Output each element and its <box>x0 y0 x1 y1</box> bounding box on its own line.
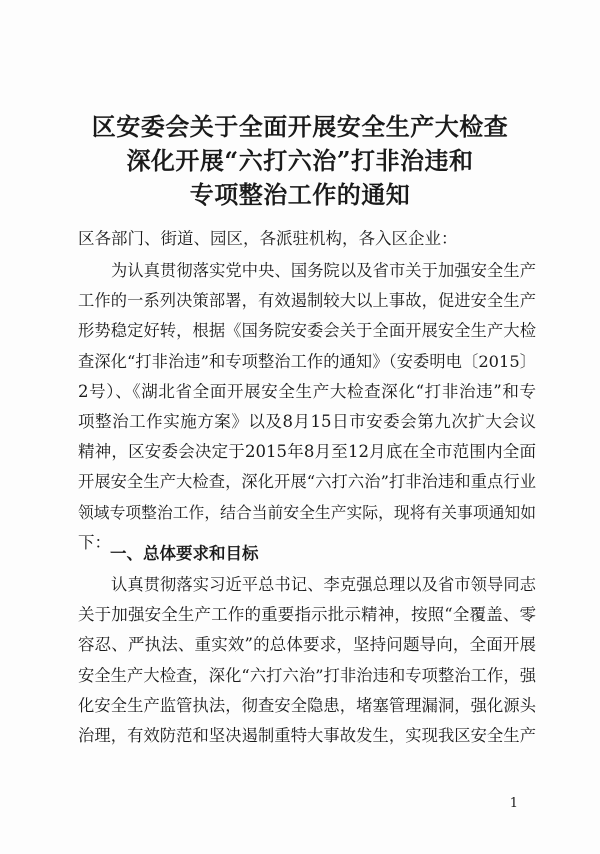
paragraph-line: 2号）、《湖北省全面开展安全生产大检查深化“打非治违”和专 <box>78 381 536 401</box>
document-title <box>0 110 600 212</box>
paragraph-2 <box>78 570 536 751</box>
paragraph-line: 项整治工作实施方案》以及8月15日市安委会第九次扩大会议 <box>78 411 536 431</box>
paragraph-line: 为认真贯彻落实党中央、国务院以及省市关于加强安全生产 <box>111 261 536 280</box>
salutation: 区各部门、街道、园区，各派驻机构，各入区企业： <box>78 229 458 248</box>
paragraph-line: 安全生产大检查，深化“六打六治”打非治违和专项整治工作，强 <box>78 665 536 685</box>
page-number: 1 <box>509 796 518 811</box>
paragraph-line: 容忍、严执法、重实效”的总体要求，坚持问题导向，全面开展 <box>78 635 536 655</box>
paragraph-line: 治理，有效防范和坚决遏制重特大事故发生，实现我区安全生产 <box>78 725 536 745</box>
paragraph-line: 形势稳定好转，根据《国务院安委会关于全面开展安全生产大检 <box>78 321 536 341</box>
paragraph-line: 化安全生产监管执法，彻查安全隐患，堵塞管理漏洞，强化源头 <box>78 695 536 715</box>
paragraph-line: 关于加强安全生产工作的重要指示批示精神，按照“全覆盖、零 <box>78 605 536 625</box>
title-line-1: 区安委会关于全面开展安全生产大检查 <box>91 112 509 141</box>
paragraph-line: 领域专项整治工作，结合当前安全生产实际，现将有关事项通知如 <box>78 502 536 522</box>
title-line-3: 专项整治工作的通知 <box>189 180 411 209</box>
paragraph-line: 查深化“打非治违”和专项整治工作的通知》（安委明电〔2015〕 <box>78 351 536 371</box>
paragraph-line: 工作的一系列决策部署，有效遏制较大以上事故，促进安全生产 <box>78 291 536 311</box>
paragraph-line: 下： <box>78 532 111 552</box>
title-line-2: 深化开展“六打六治”打非治违和 <box>126 146 474 175</box>
paragraph-line: 开展安全生产大检查，深化开展“六打六治”打非治违和重点行业 <box>78 472 536 492</box>
paragraph-line: 认真贯彻落实习近平总书记、李克强总理以及省市领导同志 <box>111 575 536 594</box>
section-heading: 一、总体要求和目标 <box>110 544 259 563</box>
paragraph-line: 精神，区安委会决定于2015年8月至12月底在全市范围内全面 <box>78 442 536 462</box>
paragraph-1 <box>78 256 536 558</box>
